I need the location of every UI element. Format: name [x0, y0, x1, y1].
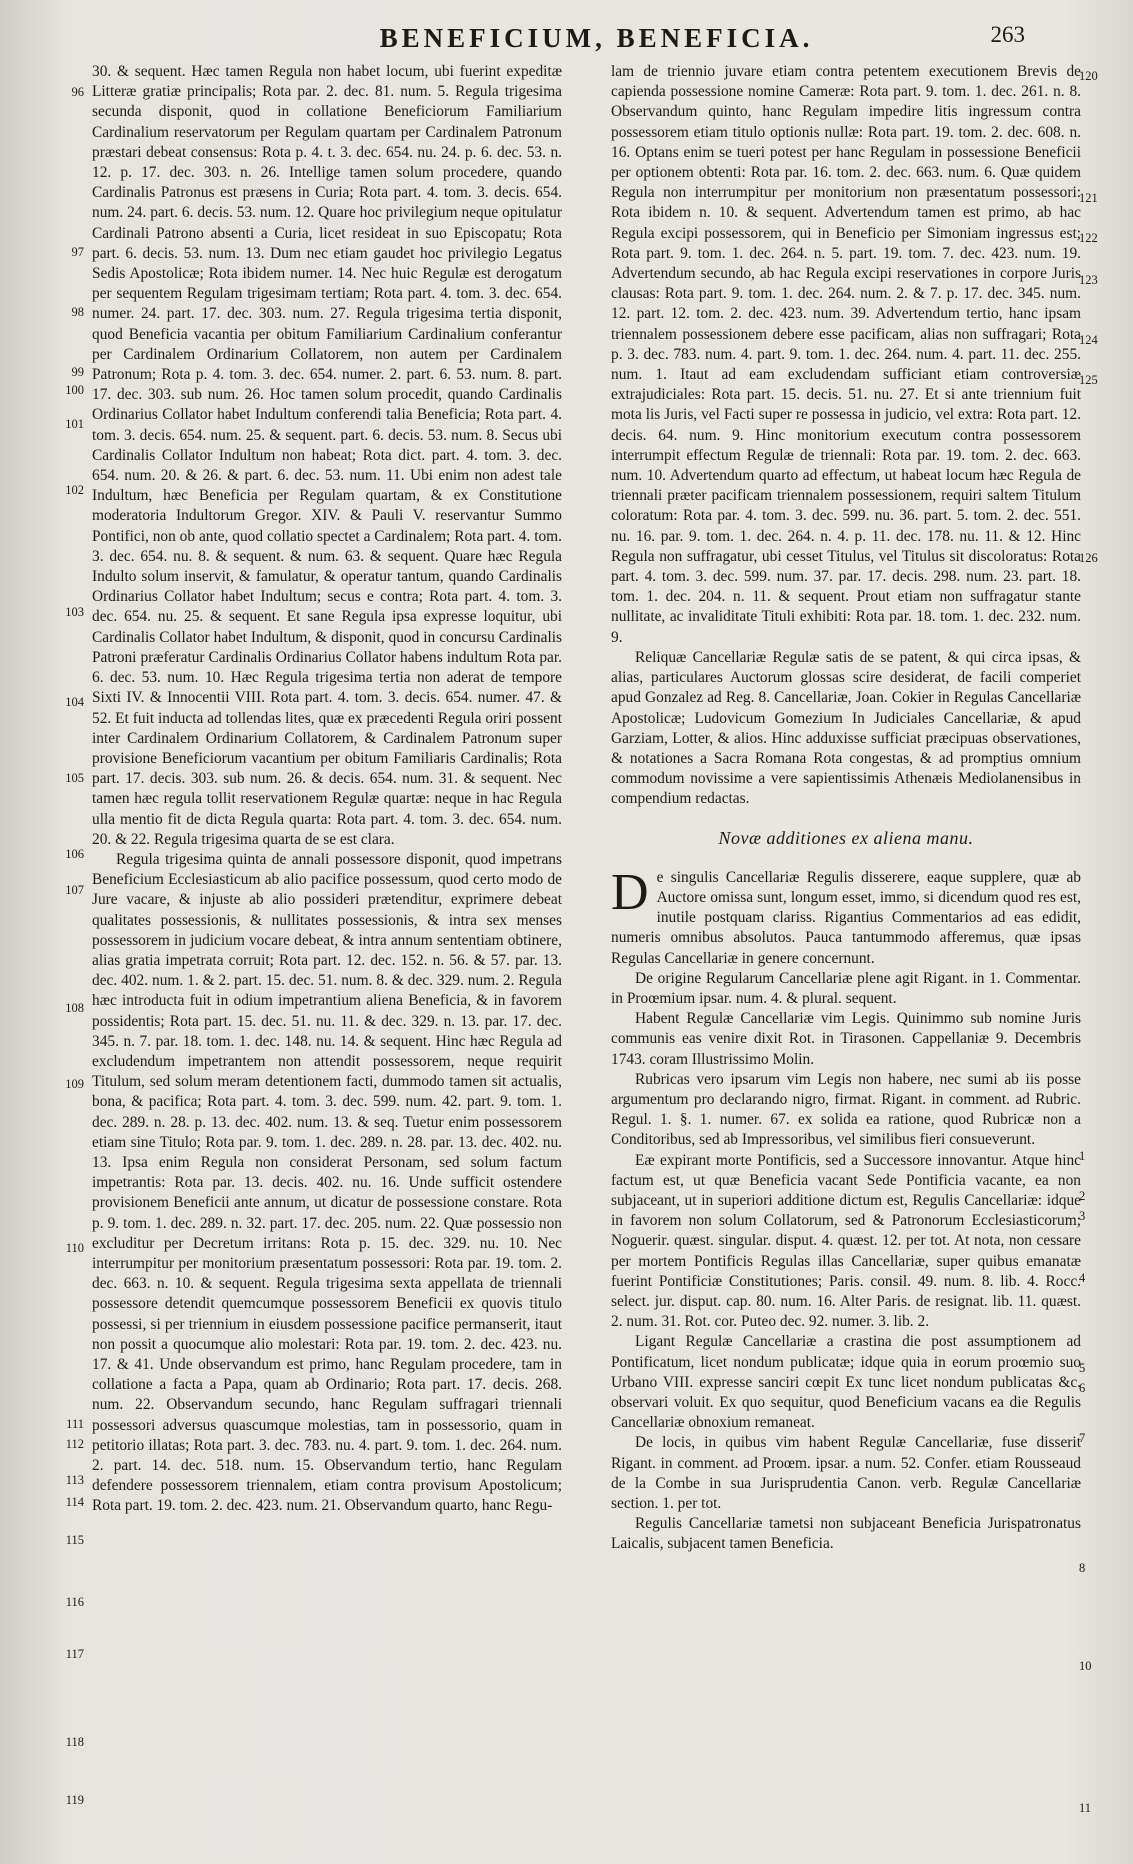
paragraph-text: e singulis Cancellariæ Regulis disserere, eaque supplere, quæ ab Auctore omissa sunt, longum esset, immo, si dicendum quod res est, inutile postquam clariss. Rigantius Commentarios ad eas edidit, numeris omnibus absolutos. Pauca tantummodo afferemus, quæ ipsas Regulas Cancellariæ in genere concernunt.	[611, 868, 1081, 967]
margin-number: 96	[71, 85, 84, 99]
margin-number: 4	[1079, 1271, 1086, 1285]
drop-cap: D	[611, 863, 649, 921]
margin-number: 5	[1079, 1361, 1086, 1375]
paragraph: De locis, in quibus vim habent Regulæ Cancellariæ, fuse disserit Rigant. in comment. ad Proœm. ipsar. a num. 52. Confer. etiam Rousseaud de la Combe in sua Jurisprudentia Canon. verb. Regulæ Cancellariæ section. 1. per tot.	[611, 1434, 1081, 1513]
paragraph: Regulis Cancellariæ tametsi non subjaceant Beneficia Jurispatronatus Laicalis, subjacent tamen Beneficia.	[611, 1515, 1081, 1553]
margin-number: 10	[1079, 1659, 1092, 1673]
paragraph: Eæ expirant morte Pontificis, sed a Successore innovantur. Atque hinc factum est, ut quæ Beneficia vacant Sede Pontificia vacante, ea non subjaceant, ut in superiori additione dictum est, Regulis Cancellariæ: idque in favorem non solum Collatorum, sed & Patronorum Ecclesiasticorum; Noguerir. quæst. singular. disput. 4. quæst. 12. per tot. At nota, non cessare per mortem Pontificis Regulas illas Cancellariæ, super quibus emanatæ fuerint Pontificiæ Constitutiones; Paris. consil. 49. num. 8. lib. 4. Rocc. select. jur. disput. cap. 80. num. 16. Alter Paris. de resignat. lib. 11. quæst. 2. num. 31. Rot. cor. Puteo dec. 92. numer. 3. lib. 2.	[611, 1151, 1081, 1331]
margin-number: 113	[65, 1473, 84, 1487]
margin-number: 1	[1079, 1149, 1086, 1163]
margin-number: 102	[65, 483, 84, 497]
margin-number: 124	[1079, 333, 1098, 347]
margin-number: 120	[1079, 69, 1098, 83]
margin-number: 2	[1079, 1189, 1086, 1203]
margin-number: 118	[65, 1735, 84, 1749]
margin-number: 103	[65, 605, 84, 619]
paragraph: Ligant Regulæ Cancellariæ a crastina die post assumptionem ad Pontificatum, licet nondum publicatæ; idque quia in eorum proœmio suo Urbano VIII. expresse sanciri cœpit Ex tunc licet nondum publicatas &c. observari voluit. Ex quo sequitur, quod Beneficium vacans ea die Regulis Cancellariæ obnoxium remaneat.	[611, 1333, 1081, 1432]
paragraph: Habent Regulæ Cancellariæ vim Legis. Quinimmo sub nomine Juris communis eas venire dixit Rot. in Tirasonen. Cappellaniæ 9. Decembris 1743. coram Illustrissimo Molin.	[611, 1010, 1081, 1068]
text-columns	[30, 62, 1103, 1815]
paragraph: De origine Regularum Cancellariæ plene agit Rigant. in 1. Commentar. in Proœmium ipsar. num. 4. & plural. sequent.	[611, 969, 1081, 1007]
margin-number: 99	[71, 365, 84, 379]
running-title: BENEFICIUM, BENEFICIA.	[379, 23, 814, 53]
paragraph: Reliquæ Cancellariæ Regulæ satis de se patent, & qui circa ipsas, & alias, particulares Auctorum glossas scire desiderat, de facili comperiet apud Gonzalez ad Reg. 8. Cancellariæ, Joan. Cokier in Regulas Cancellariæ Apostolicæ; Ludovicum Gomezium In Judiciales Cancellariæ, & apud Garziam, Lotter, & alios. Hinc adduxisse sufficiat præcipuas observationes, & notationes a Sacra Romana Rota congestas, & ad promptius omnium commodum novissime a vere sapientissimis Athenæis Mediolanensibus in compendium redactas.	[611, 648, 1081, 808]
margin-number: 97	[71, 245, 84, 259]
paragraph	[611, 863, 1081, 969]
margin-number: 111	[66, 1417, 84, 1431]
margin-number: 3	[1079, 1209, 1086, 1223]
margin-number: 116	[65, 1595, 84, 1609]
page-number: 263	[990, 22, 1025, 47]
margin-number: 105	[65, 771, 84, 785]
margin-number: 107	[65, 883, 84, 897]
margin-number: 112	[65, 1437, 84, 1451]
margin-number: 100	[65, 383, 84, 397]
page-header	[30, 18, 1103, 62]
paragraph: Regula trigesima quinta de annali possessore disponit, quod impetrans Beneficium Ecclesiasticum ab alio pacifice possessum, quod certo modo de Jure vacare, & injuste ab alio possideri prætenditur, exprimere debeat qualitates possessionis, & nullitates possessionis, & intra sex menses possessorem in judicium vocare debeat, & intra annum sententiam obtinere, alias gratia impetrata corruit; Rota part. 12. dec. 152. n. 56. & 57. par. 13. dec. 402. num. 1. & 2. part. 15. dec. 51. num. 8. & dec. 329. num. 2. Regula hæc introducta fuit in odium impetrantium aliena Beneficia, & in favorem possidentis; Rota part. 15. dec. 51. nu. 11. & dec. 329. n. 13. par. 17. dec. 345. n. 7. par. 18. tom. 1. dec. 148. nu. 14. & sequent. Hinc hæc Regula ad excludendum impetrantem non attendit possessorem, neque requirit Titulum, sed solum meram detentionem facti, dummodo tamen sit actualis, bona, & pacifica; Rota part. 4. tom. 3. dec. 599. num. 42. part. 9. tom. 1. dec. 289. n. 28. p. 13. dec. 402. num. 13. & seq. Tuetur enim possessorem etiam sine Titulo; Rota par. 9. tom. 1. dec. 289. n. 28. par. 13. dec. 402. nu. 13. Ipsa enim Regula non considerat Personam, sed solum factum impetrantis: Rota par. 13. decis. 402. nu. 16. Unde sufficit ostendere provisionem Beneficii ante annum, ut dicatur de possessione constare. Rota p. 9. tom. 1. dec. 289. n. 32. part. 17. dec. 205. num. 22. Quæ possessio non excluditur per Decretum irritans: Rota p. 15. dec. 329. nu. 10. Nec interrumpitur per monitorium præsentatum possessori: Rota par. 19. tom. 2. dec. 663. n. 10. & sequent. Regula trigesima sexta appellata de triennali possessore detendit quemcumque possessorem Beneficii ex quovis titulo possessi, si per triennium in eiusdem possessione pacifice permanserit, itaut non possit a quocumque alio molestari: Rota par. 19. tom. 2. dec. 423. nu. 17. & 41. Unde observandum est primo, hanc Regulam procedere, tam in collatione a facta a Papa, quam ab Ordinario; Rota part. 17. decis. 268. num. 22. Observandum secundo, hanc Regulam suffragari triennali possessori adversus quascumque molestias, tam in possessorio, quam in petitorio illatas; Rota part. 3. dec. 783. nu. 4. part. 9. tom. 1. dec. 264. num. 2. part. 14. dec. 518. num. 15. Observandum tertio, hanc Regulam defendere possessorem triennalem, etiam contra provisum Apostolicum; Rota part. 19. tom. 2. dec. 423. num. 21. Observandum quarto, hanc Regu-	[92, 850, 562, 1515]
margin-number: 121	[1079, 191, 1098, 205]
paragraph: 30. & sequent. Hæc tamen Regula non habet locum, ubi fuerint expeditæ Litteræ gratiæ principalis; Rota par. 2. dec. 81. num. 5. Regula trigesima secunda disponit, quod in collatione Beneficiorum Familiarium Cardinalium reservatorum per Regulam quartam per Cardinalem Patronum præstari debeat consensus: Rota p. 4. t. 3. dec. 654. nu. 24. p. 6. dec. 53. n. 12. p. 17. dec. 303. n. 26. Intellige tamen solum procedere, quando Cardinalis Patronus est præsens in Curia; Rota part. 4. tom. 3. decis. 654. num. 24. part. 6. decis. 53. num. 12. Quare hoc privilegium neque opitulatur Cardinali Patrono absenti a Curia, licet resideat in suo Episcopatu; Rota part. 6. decis. 53. num. 13. Dum nec etiam gaudet hoc privilegio Legatus Sedis Apostolicæ; Rota ibidem numer. 14. Nec huic Regulæ est derogatum per sequentem Regulam trigesimam tertiam; Rota part. 4. tom. 3. dec. 654. numer. 24. part. 17. dec. 303. num. 27. Regula trigesima tertia disponit, quod Beneficia vacantia per obitum Familiarium Cardinalium conferantur per Cardinalem Ordinarium Collatorem, non autem per Cardinalem Patronum; Rota p. 4. tom. 3. dec. 654. numer. 2. part. 6. 53. num. 8. part. 17. dec. 303. sub num. 26. Hoc tamen solum procedit, quando Cardinalis Ordinarius Collator habet Indultum conferendi talia Beneficia; Rota part. 4. tom. 3. decis. 654. num. 25. & sequent. part. 6. decis. 53. num. 8. Secus ubi Cardinalis Collator Indultum non habeat; Rota dict. part. 4. tom. 3. dec. 654. num. 20. & 26. & part. 6. dec. 53. num. 11. Ubi enim non adest tale Indultum, hæc Beneficia per Regulam quartam, & ex Constitutione moderatoria Indultorum Gregor. XIV. & Pauli V. reservantur Summo Pontifici, non ob ante, quod collatio spectet a Cardinalem; Rota part. 4. tom. 3. dec. 654. nu. 8. & sequent. & num. 63. & sequent. Quare hæc Regula Indulto solum inservit, & famulatur, & operatur tantum, quando Cardinalis Ordinarius Collator habet Indultum; secus e contra; Rota part. 4. tom. 3. dec. 654. nu. 25. & sequent. Et sane Regula ipsa expresse loquitur, ubi Cardinalis Collator habet Indultum, & disponit, quod in concursu Cardinalis Patroni præferatur Cardinalis Ordinarius Collator habens indultum Rota par. 6. dec. 53. num. 10. Hæc Regula trigesima tertia non aderat de tempore Sixti IV. & Innocentii VIII. Rota part. 4. tom. 3. decis. 654. numer. 47. & 52. Et fuit inducta ad tollendas lites, quæ ex præcedenti Regula oriri possent inter Cardinalem Ordinarium Collatorem, & Cardinalem Patronum super provisione Beneficiorum vacantium per obitum Familiaris Cardinalis; Rota part. 17. decis. 303. sub num. 26. & decis. 654. num. 31. & sequent. Nec tamen hæc regula tollit reservationem Regulæ quartæ: neque in hac Regula ulla mentio fit de dicta Regula quarta: Rota part. 4. tom. 3. dec. 654. num. 20. & 22. Regula trigesima quarta de se est clara.	[92, 63, 562, 848]
margin-number: 122	[1079, 231, 1098, 245]
right-column	[611, 62, 1098, 1815]
margin-number: 98	[71, 305, 84, 319]
margin-number: 11	[1079, 1801, 1092, 1815]
margin-number: 125	[1079, 373, 1098, 387]
left-column	[65, 62, 562, 1807]
margin-number: 126	[1079, 551, 1098, 565]
margin-number: 114	[65, 1495, 84, 1509]
margin-number: 123	[1079, 273, 1098, 287]
margin-number: 110	[65, 1241, 84, 1255]
section-title: Novæ additiones ex aliena manu.	[718, 827, 974, 848]
margin-number: 8	[1079, 1561, 1086, 1575]
margin-number: 101	[65, 417, 84, 431]
margin-number: 109	[65, 1077, 84, 1091]
margin-number: 119	[65, 1793, 84, 1807]
margin-number: 108	[65, 1001, 84, 1015]
paragraph: Rubricas vero ipsarum vim Legis non habere, nec sumi ab iis posse argumentum pro declarando nigro, firmat. Rigant. in comment. ad Rubric. Regul. 1. §. 1. numer. 67. ex solida ea ratione, quod Rubricæ non a Conditoribus, sed ab Impressoribus, vel similibus fieri consueverunt.	[611, 1070, 1081, 1149]
margin-number: 117	[65, 1647, 84, 1661]
margin-number: 6	[1079, 1381, 1086, 1395]
margin-number: 104	[65, 695, 84, 709]
margin-number: 106	[65, 847, 84, 861]
paragraph: lam de triennio juvare etiam contra petentem executionem Brevis de capienda possessione nomine Cameræ: Rota part. 9. tom. 1. dec. 261. n. 8. Observandum quinto, hanc Regulam impedire litis ingressum contra possessorem etiam titulo optionis nullæ: Rota part. 19. tom. 2. dec. 608. n. 16. Optans enim se tueri potest per hanc Regulam in possessione Beneficii per optionem obtenti: Rota par. 16. tom. 2. dec. 663. num. 6. Quæ quidem Regula non interrumpitur per monitorium non præsentatum possessori: Rota ibidem n. 10. & sequent. Advertendum tamen est primo, ab hac Regula excipi possessorem, qui in Beneficio per Simoniam ingressus est; Rota part. 9. tom. 1. dec. 264. n. 5. part. 19. tom. 7. dec. 423. num. 19. Advertendum secundo, ab hac Regula excipi reservationes in corpore Juris clausas: Rota part. 9. tom. 1. dec. 264. num. 2. & 7. p. 17. dec. 345. num. 12. part. 12. tom. 2. dec. 423. num. 39. Advertendum tertio, hanc ipsam triennalem possessionem debere esse pacificam, alias non suffragari; Rota p. 3. dec. 783. num. 4. part. 9. tom. 1. dec. 264. num. 4. part. 11. dec. 255. num. 1. Itaut ad eam excludendam sufficiant etiam controversiæ extrajudiciales: Rota part. 15. decis. 51. nu. 27. Et si ante triennium fuit mota lis Juris, vel Facti super re possessa in judicio, vel extra: Rota part. 12. decis. 64. num. 9. Hinc monitorium executum contra possessorem interrumpit effectum Regulæ de triennali: Rota par. 19. tom. 2. dec. 663. num. 10. Advertendum quarto ad effectum, ut habeat locum hæc Regula de triennali præter pacificam triennalem possessionem, requiri saltem Titulum coloratum: Rota par. 4. tom. 3. dec. 599. nu. 36. part. 5. tom. 2. dec. 551. nu. 16. par. 9. tom. 1. dec. 264. n. 4. p. 11. dec. 178. nu. 11. & 12. Hinc Regula non suffragatur, ubi cesset Titulus, vel Titulus sit discoloratus: Rota part. 4. tom. 3. dec. 599. num. 37. par. 17. decis. 298. num. 23. part. 18. tom. 1. dec. 204. n. 11. & sequent. Prout etiam non suffragatur stante nullitate, ac invaliditate Tituli exhibiti: Rota par. 18. tom. 1. dec. 232. num. 9.	[611, 63, 1081, 646]
margin-number: 7	[1079, 1431, 1086, 1445]
margin-number: 115	[65, 1533, 84, 1547]
